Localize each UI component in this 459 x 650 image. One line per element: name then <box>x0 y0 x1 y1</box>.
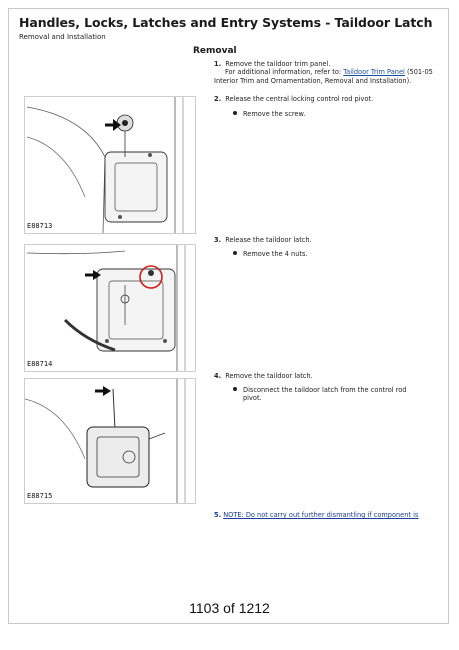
note-label: NOTE: <box>223 511 244 519</box>
bullet-icon <box>233 251 237 255</box>
step-2 <box>214 95 442 103</box>
bullet-icon <box>233 111 237 115</box>
arrow-icon <box>103 386 111 396</box>
step-2-bullet <box>233 110 305 118</box>
page-title: Handles, Locks, Latches and Entry Systems - Taildoor Latch <box>19 15 433 30</box>
step-4-bullet <box>233 386 418 403</box>
page-number: 1103 of 1212 <box>189 600 270 616</box>
bullet-text: Remove the screw. <box>243 110 306 118</box>
step-text: Release the taildoor latch. <box>225 236 312 244</box>
step-number: 5. <box>214 511 222 519</box>
latch-diagram-2 <box>25 245 195 371</box>
latch-diagram-1 <box>25 97 195 233</box>
taildoor-trim-panel-link[interactable]: Taildoor Trim Panel <box>343 68 405 77</box>
figure-1 <box>24 96 196 234</box>
step-text: Release the central locking control rod pivot. <box>225 95 374 103</box>
step-3 <box>214 236 442 244</box>
figure-2 <box>24 244 196 372</box>
note-text: Do not carry out further dismantling if component is <box>243 511 419 519</box>
figure-3 <box>24 378 196 504</box>
step-number: 1. <box>214 60 222 68</box>
step-text: Remove the taildoor latch. <box>225 372 313 380</box>
step-3-bullet <box>233 250 308 258</box>
bullet-text: Disconnect the taildoor latch from the control rod pivot. <box>243 386 407 403</box>
step-ref-suffix: (501-05 Interior Trim and Ornamentation, Removal and Installation). <box>214 68 433 85</box>
step-text: Remove the taildoor trim panel. <box>225 60 331 68</box>
bullet-icon <box>233 387 237 391</box>
figure-label: E88713 <box>27 222 53 230</box>
latch-diagram-3 <box>25 379 195 503</box>
step-ref-prefix: For additional information, refer to: <box>225 68 344 77</box>
step-number: 3. <box>214 236 222 244</box>
step-5-note <box>214 511 418 519</box>
step-4 <box>214 372 442 380</box>
figure-label: E88715 <box>27 492 53 500</box>
step-number: 4. <box>214 372 222 380</box>
bullet-text: Remove the 4 nuts. <box>243 250 308 258</box>
step-1 <box>214 60 442 85</box>
step-number: 2. <box>214 95 222 103</box>
page-subtitle: Removal and Installation <box>19 33 106 41</box>
figure-label: E88714 <box>27 360 53 368</box>
section-heading: Removal <box>193 46 237 56</box>
